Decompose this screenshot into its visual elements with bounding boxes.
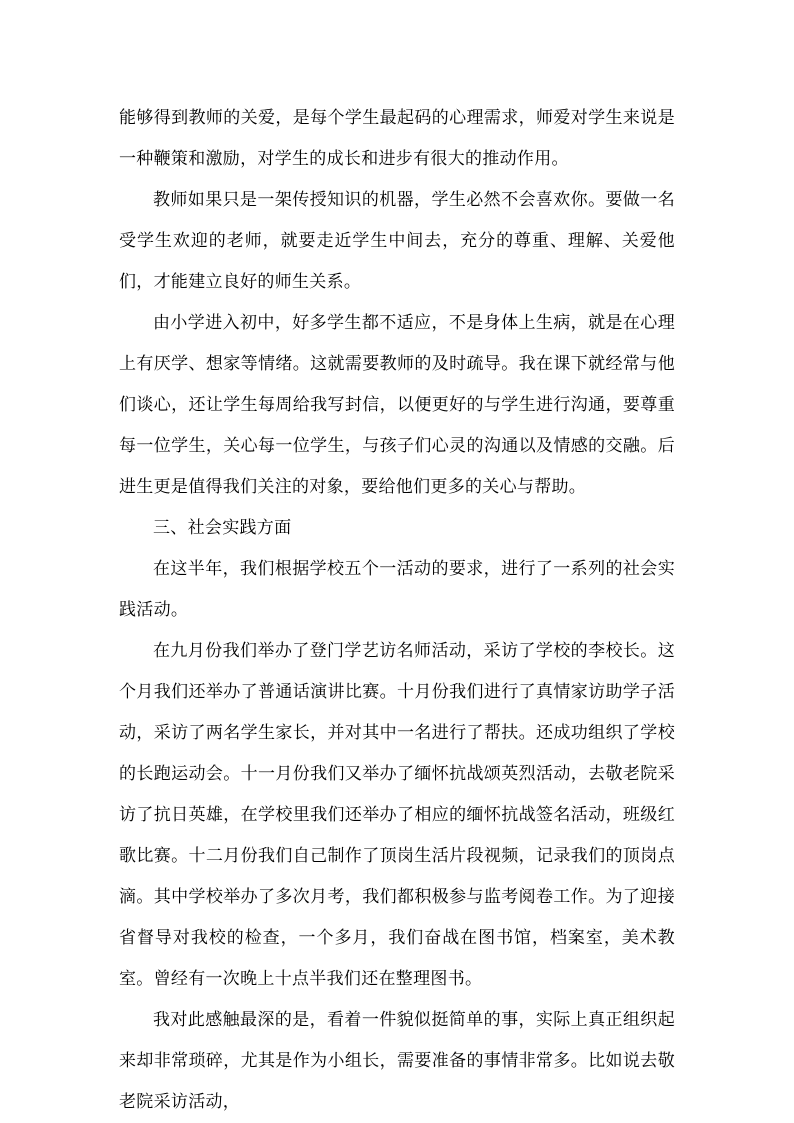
document-body — [119, 98, 675, 1123]
paragraph-semester-activities: 在这半年，我们根据学校五个一活动的要求，进行了一系列的社会实践活动。 — [119, 559, 675, 620]
paragraph-teacher-care: 能够得到教师的关爱，是每个学生最起码的心理需求，师爱对学生来说是一种鞭策和激励，对学生的成长和进步有很大的推动作用。 — [119, 108, 675, 169]
paragraph-student-adjustment: 由小学进入初中，好多学生都不适应，不是身体上生病，就是在心理上有厌学、想家等情绪。这就需要教师的及时疏导。我在课下就经常与他们谈心，还让学生每周给我写封信，以便更好的与学生进行沟通，要尊重每一位学生，关心每一位学生，与孩子们心灵的沟通以及情感的交融。后进生更是值得我们关注的对象，要给他们更多的关心与帮助。 — [119, 313, 675, 497]
paragraph-monthly-activities: 在九月份我们举办了登门学艺访名师活动，采访了学校的李校长。这个月我们还举办了普通话演讲比赛。十月份我们进行了真情家访助学子活动，采访了两名学生家长，并对其中一名进行了帮扶。还成功组织了学校的长跑运动会。十一月份我们又举办了缅怀抗战颂英烈活动，去敬老院采访了抗日英雄，在学校里我们还举办了相应的缅怀抗战签名活动，班级红歌比赛。十二月份我们自己制作了顶岗生活片段视频，记录我们的顶岗点滴。其中学校举办了多次月考，我们都积极参与监考阅卷工作。为了迎接省督导对我校的检查，一个多月，我们奋战在图书馆，档案室，美术教室。曾经有一次晚上十点半我们还在整理图书。 — [119, 641, 675, 989]
section-heading-social-practice: 三、社会实践方面 — [153, 518, 292, 538]
paragraph-reflection: 我对此感触最深的是，看着一件貌似挺简单的事，实际上真正组织起来却非常琐碎，尤其是作为小组长，需要准备的事情非常多。比如说去敬老院采访活动， — [119, 1010, 675, 1112]
paragraph-teacher-student-relation: 教师如果只是一架传授知识的机器，学生必然不会喜欢你。要做一名受学生欢迎的老师，就要走近学生中间去，充分的尊重、理解、关爱他们，才能建立良好的师生关系。 — [119, 190, 675, 292]
